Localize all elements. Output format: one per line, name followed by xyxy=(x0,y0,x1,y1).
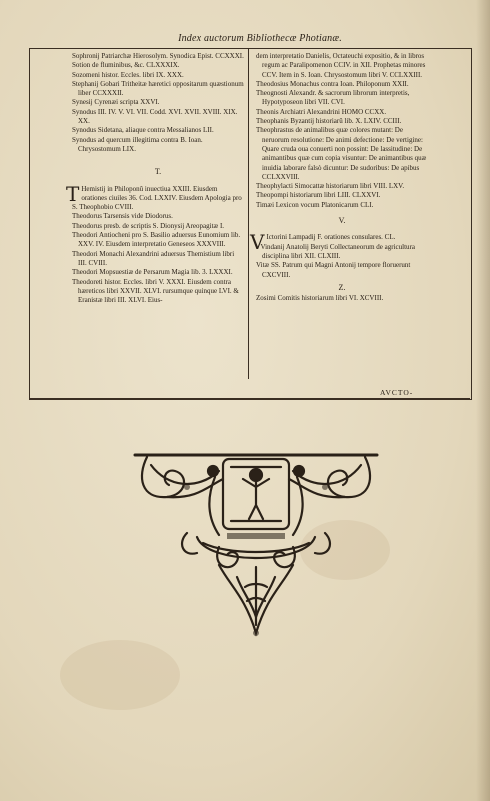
column-divider xyxy=(248,49,249,379)
index-entry: Sotion de fluminibus, &c. CLXXXIX. xyxy=(72,61,180,70)
index-entry: Stephanij Gobari Tritheitæ hæretici oppositarum quæstionum liber CCXXXII. xyxy=(72,79,244,98)
index-entry: Theopompi historiarum libri LIII. CLXXVI. xyxy=(256,191,381,200)
index-entry: Theodori Monachi Alexandrini aduersus Themistium libri III. CVIII. xyxy=(72,249,235,267)
index-entry: Theodorus presb. de scriptis S. Dionysij Areopagitæ I. xyxy=(72,221,225,230)
index-entry: Theodosius Monachus contra Ioan. Philoponum XXII. xyxy=(256,79,409,88)
index-entry: Vindanij Anatolij Beryti Collectaneorum de agricultura disciplina libri XII. CLXIII. xyxy=(260,242,415,260)
index-entry: Theodorus Tarsensis vide Diodorus. xyxy=(72,212,173,221)
index-entry: Sophronij Patriarchæ Hierosolym. Synodica Epist. CCXXXI. xyxy=(72,52,244,60)
index-entry-dropcap xyxy=(66,181,244,213)
index-entry: Synodus III. IV. V. VI. VII. Codd. XVI. XVII. XVIII. XIX. XX. xyxy=(72,107,238,126)
drop-cap: V xyxy=(250,230,265,255)
entry-text: Ictorini Lampadij F. orationes consulares. CL. xyxy=(266,233,396,242)
index-entry: Theonis Archiatri Alexandrini HOMO CCXX. xyxy=(256,107,387,116)
index-entry: Zosimi Comitis historiarum libri VI. XCVIII. xyxy=(256,294,384,303)
drop-cap: T xyxy=(66,181,80,206)
index-entry: Vitæ SS. Patrum qui Magni Antonij tempore floruerunt CXCVIII. xyxy=(256,261,411,279)
running-header: Index auctorum Bibliothecæ Photianæ. xyxy=(178,33,342,44)
index-entry: Theophanis Byzantij historiarũ lib. X. LXIV. CCIII. xyxy=(256,117,402,126)
entry-text: Hemistij in Philoponũ inuectiua XXIII. Eiusdem orationes ciuiles 36. Cod. LXXIV. Eiusdem Apologia pro S. Theophobio CVIII. xyxy=(72,184,242,212)
section-letter-v: V. xyxy=(338,216,346,226)
index-entry: Theophylacti Simocattæ historiarum libri VIII. LXV. xyxy=(256,182,405,191)
index-entry: Synodus Sidetana, aliaque contra Messalianos LII. xyxy=(72,126,214,135)
index-entry: Theophrastus de animalibus quæ colores mutant: De neruorum resolutione: De animi defectione: De vertigine: Quare cruda oua conuerti non possint: De lassitudine: De animantibus quæ cum copia visuntur: De animantibus quæ inuidia laborare falsò dicuntur: De sudoribus: De apibus CCLXXVIII. xyxy=(256,126,427,181)
index-entry: Synodus ad quercum illegitima contra B. Ioan. Chrysostomum LIX. xyxy=(72,135,203,153)
index-entry: Sozomeni histor. Eccles. libri IX. XXX. xyxy=(72,70,184,79)
frame-bottom-rule xyxy=(29,398,470,399)
index-entry: Theognosti Alexandr. & sacrorum librorum interpretis, Hypotyposeon libri VII. CVI. xyxy=(256,89,410,107)
left-column xyxy=(66,52,244,305)
index-entry: Synesij Cyrenæi scripta XXVI. xyxy=(72,98,160,107)
index-entry: Theodori Mopsuestiæ de Persarum Magia lib. 3. LXXXI. xyxy=(72,268,233,277)
index-entry: Timæi Lexicon vocum Platonicarum CLI. xyxy=(256,200,374,209)
index-entry: Theodoreti histor. Eccles. libri V. XXXI. Eiusdem contra hæreticos libri XXVII. XLVI. rursumque quinque LVI. & Eranistæ libri III. XLVI. Eius- xyxy=(72,277,239,305)
section-letter-z: Z. xyxy=(338,282,346,292)
woodcut-tailpiece-ornament-icon xyxy=(127,447,385,637)
section-letter-t: T. xyxy=(154,167,162,177)
catchword: AVCTO- xyxy=(380,388,414,397)
index-entry: dem interpretatio Danielis, Octateuchi expositio, & in libros regum ac Paralipomenon CCIV. in XII. Prophetas minores CCV. Item in S. Ioan. Chrysostomum libri V. CCLXXIII. xyxy=(256,52,426,79)
paper-stain xyxy=(60,640,180,710)
page-edge-shadow xyxy=(476,0,490,801)
right-column xyxy=(250,52,428,303)
index-entry: Theodori Antiocheni pro S. Basilio aduersus Eunomium lib. XXV. IV. Eiusdem interpretatio Geneseos XXXVIII. xyxy=(72,231,241,249)
